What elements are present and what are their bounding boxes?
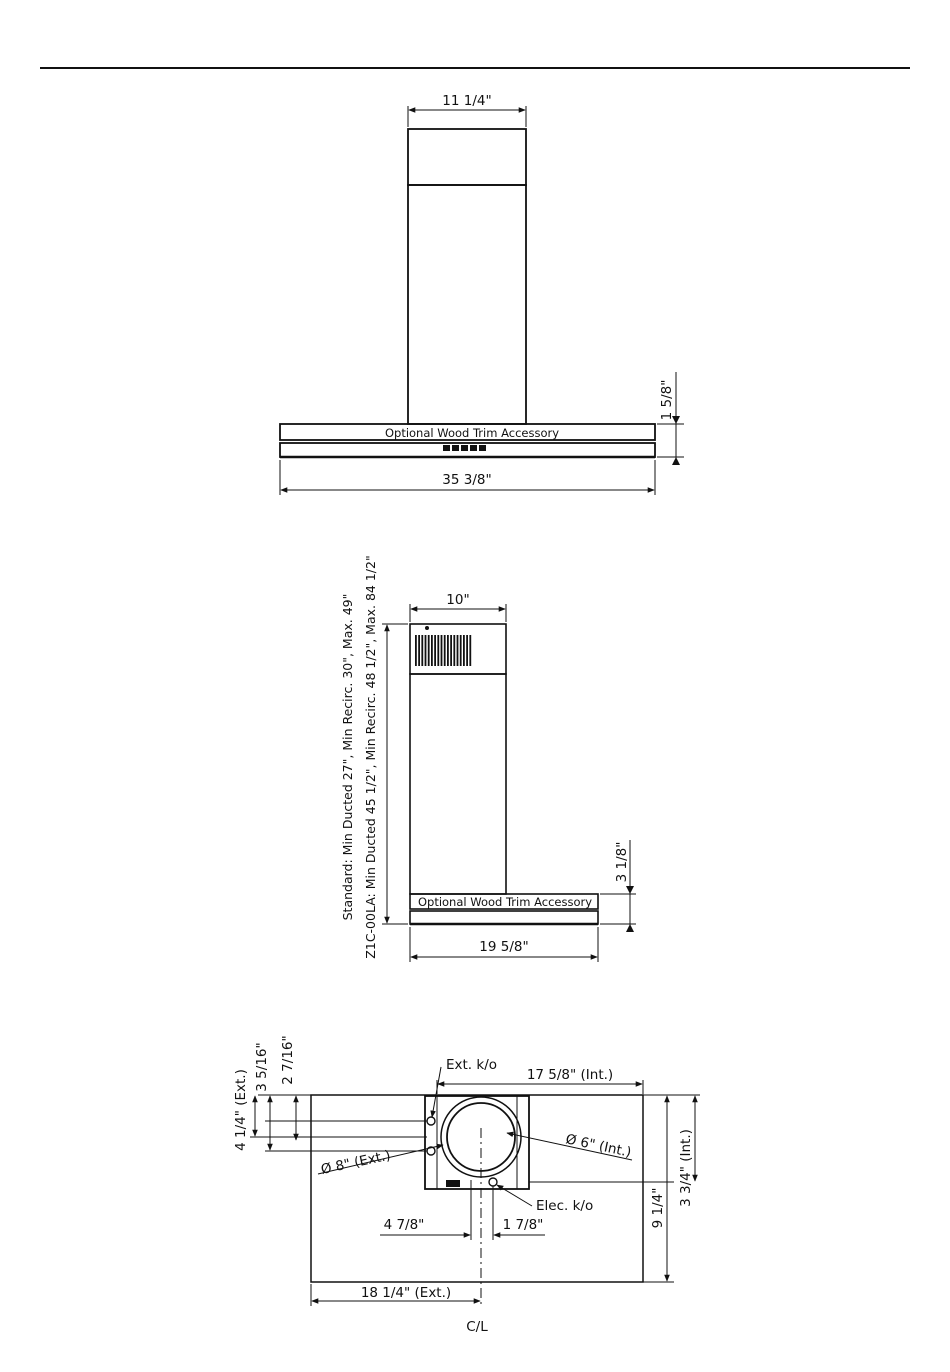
front-canopy-height-label: 1 5/8" bbox=[659, 379, 675, 421]
side-top-depth-label: 10" bbox=[446, 592, 470, 608]
vent-slot bbox=[428, 635, 430, 666]
height-note-model: Z1C-00LA: Min Ducted 45 1/2", Min Recirc. 48 1/2", Max. 84 1/2" bbox=[363, 555, 378, 959]
vent-slot bbox=[431, 635, 433, 666]
chimney-body-outline bbox=[425, 1096, 529, 1189]
vent-slot bbox=[415, 635, 417, 666]
front-trim-label: Optional Wood Trim Accessory bbox=[384, 426, 560, 440]
ext-diameter-label: Ø 8" (Ext.) bbox=[319, 1147, 392, 1178]
control-panel-buttons bbox=[443, 445, 486, 451]
front-bottom-width-label: 35 3/8" bbox=[442, 472, 492, 488]
vent-slot bbox=[434, 635, 436, 666]
right-offset-label: 1 7/8" bbox=[502, 1217, 544, 1233]
vent-slot bbox=[466, 635, 468, 666]
vent-slot bbox=[460, 635, 462, 666]
vent-slot bbox=[425, 635, 427, 666]
terminal-block bbox=[446, 1180, 460, 1187]
vent-slot bbox=[463, 635, 465, 666]
mounting-screw bbox=[425, 626, 429, 630]
vent-slot bbox=[450, 635, 452, 666]
elec-ko-label: Elec. k/o bbox=[536, 1198, 594, 1214]
ext-offset-label-c: 2 7/16" bbox=[280, 1035, 296, 1085]
vent-slot bbox=[437, 635, 439, 666]
front-view bbox=[280, 93, 684, 495]
right-height-label-a: 9 1/4" bbox=[650, 1187, 666, 1229]
elec-knockout bbox=[489, 1178, 497, 1186]
vent-slot bbox=[441, 635, 443, 666]
vent-slots bbox=[415, 635, 471, 666]
int-width-label: 17 5/8" (Int.) bbox=[526, 1067, 614, 1083]
chimney-lower-section bbox=[408, 185, 526, 424]
ext-offset-label-a: 4 1/4" (Ext.) bbox=[233, 1069, 249, 1151]
left-offset-label: 4 7/8" bbox=[383, 1217, 425, 1233]
vent-slot bbox=[457, 635, 459, 666]
side-canopy-base bbox=[410, 911, 598, 924]
vent-slot bbox=[453, 635, 455, 666]
side-chimney-lower bbox=[410, 674, 506, 894]
centerline-label: C/L bbox=[466, 1319, 488, 1335]
side-canopy-height-label: 3 1/8" bbox=[614, 841, 630, 883]
front-top-width-label: 11 1/4" bbox=[442, 93, 492, 109]
vent-slot bbox=[469, 635, 471, 666]
int-diameter-label: Ø 6" (Int.) bbox=[564, 1131, 633, 1161]
ext-offset-label-b: 3 5/16" bbox=[254, 1042, 270, 1092]
ext-width-label: 18 1/4" (Ext.) bbox=[360, 1285, 452, 1301]
vent-slot bbox=[418, 635, 420, 666]
ext-ko-label: Ext. k/o bbox=[446, 1057, 498, 1073]
height-note-standard: Standard: Min Ducted 27", Min Recirc. 30", Max. 49" bbox=[340, 593, 355, 921]
ext-knockout-upper bbox=[427, 1117, 435, 1125]
side-view bbox=[340, 555, 636, 962]
side-trim-label: Optional Wood Trim Accessory bbox=[417, 895, 593, 909]
vent-slot bbox=[444, 635, 446, 666]
right-height-label-b: 3 3/4" (Int.) bbox=[678, 1129, 694, 1207]
vent-slot bbox=[447, 635, 449, 666]
side-bottom-depth-label: 19 5/8" bbox=[479, 939, 529, 955]
vent-slot bbox=[421, 635, 423, 666]
chimney-upper-section bbox=[408, 129, 526, 185]
top-view bbox=[233, 1035, 700, 1335]
